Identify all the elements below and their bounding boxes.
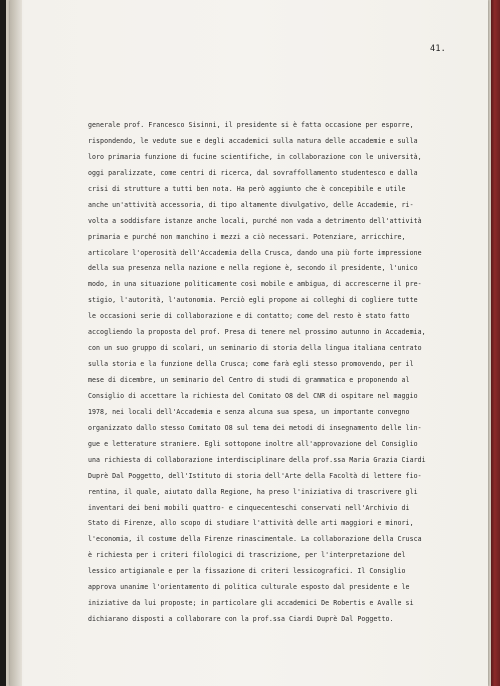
text-line: stigio, l'autorità, l'autonomia. Perciò egli propone ai colleghi di cogliere tutte: [88, 296, 418, 305]
text-line: rispondendo, le vedute sue e degli accademici sulla natura delle accademie e sulla: [88, 136, 418, 145]
body-text: [88, 118, 460, 628]
text-line: primaria e purché non manchino i mezzi a ciò necessari. Potenziare, arricchire,: [88, 232, 406, 241]
text-line: è richiesta per i criteri filologici di trascrizione, per l'interpretazione del: [88, 551, 406, 560]
document-page: [10, 0, 488, 686]
text-line: una richiesta di collaborazione interdisciplinare della prof.ssa Maria Grazia Ciardi: [88, 455, 426, 464]
text-line: dichiarano disposti a collaborare con la prof.ssa Ciardi Duprè Dal Poggetto.: [88, 615, 394, 624]
text-line: Stato di Firenze, allo scopo di studiare l'attività delle arti maggiori e minori,: [88, 519, 414, 528]
page-number: 41.: [430, 44, 446, 54]
text-line: volta a soddisfare istanze anche locali, purché non vada a detrimento dell'attività: [88, 216, 422, 225]
text-line: inventari dei beni mobili quattro- e cinquecenteschi conservati nell'Archivio di: [88, 503, 410, 512]
text-line: crisi di strutture a tutti ben nota. Ha però aggiunto che è concepibile e utile: [88, 184, 406, 193]
text-line: approva unanime l'orientamento di politica culturale esposto dal presidente e le: [88, 583, 410, 592]
text-line: iniziative da lui proposte; in particolare gli accademici De Robertis e Avalle si: [88, 599, 414, 608]
text-line: Duprè Dal Poggetto, dell'Istituto di storia dell'Arte della Facoltà di lettere fio-: [88, 471, 422, 480]
text-line: loro primaria funzione di fucine scientifiche, in collaborazione con le università,: [88, 152, 422, 161]
text-line: 1978, nei locali dell'Accademia e senza alcuna sua spesa, un importante convegno: [88, 407, 410, 416]
text-line: le occasioni serie di collaborazione e di contatto; come del resto è stato fatto: [88, 312, 410, 321]
text-line: accogliendo la proposta del prof. Presa di tenere nel prossimo autunno in Accademia,: [88, 328, 426, 337]
text-line: rentina, il quale, aiutato dalla Regione, ha preso l'iniziativa di trascrivere gli: [88, 487, 418, 496]
book-cover-edge: [491, 0, 500, 686]
text-line: l'economia, il costume della Firenze rinascimentale. La collaborazione della Crusca: [88, 535, 422, 544]
page-gutter: [10, 0, 22, 686]
text-line: oggi paralizzate, come centri di ricerca, dal sovraffollamento studentesco e dalla: [88, 168, 418, 177]
text-line: anche un'attività accessoria, di tipo altamente divulgativo, delle Accademie, ri-: [88, 200, 414, 209]
text-line: della sua presenza nella nazione e nella regione è, secondo il presidente, l'unico: [88, 264, 418, 273]
text-line: con un suo gruppo di scolari, un seminario di storia della lingua italiana centrato: [88, 344, 422, 353]
text-line: gue e letterature straniere. Egli sottopone inoltre all'approvazione del Consiglio: [88, 439, 418, 448]
text-line: generale prof. Francesco Sisinni, il presidente si è fatta occasione per esporre,: [88, 121, 414, 129]
text-line: organizzato dallo stesso Comitato O8 sul tema dei metodi di insegnamento delle lin-: [88, 423, 422, 432]
text-line: modo, in una situazione politicamente così mobile e ambigua, di accrescerne il pre-: [88, 280, 422, 289]
text-line: lessico artigianale e per la fissazione di criteri lessicografici. Il Consiglio: [88, 567, 406, 576]
text-line: sulla storia e la funzione della Crusca; come farà egli stesso promovendo, per il: [88, 360, 414, 369]
text-line: articolare l'operosità dell'Accademia della Crusca, dando una più forte impressione: [88, 248, 422, 257]
text-line: Consiglio di accettare la richiesta del Comitato O8 del CNR di ospitare nel maggio: [88, 391, 418, 400]
text-line: mese di dicembre, un seminario del Centro di studi di grammatica e proponendo al: [88, 376, 410, 384]
